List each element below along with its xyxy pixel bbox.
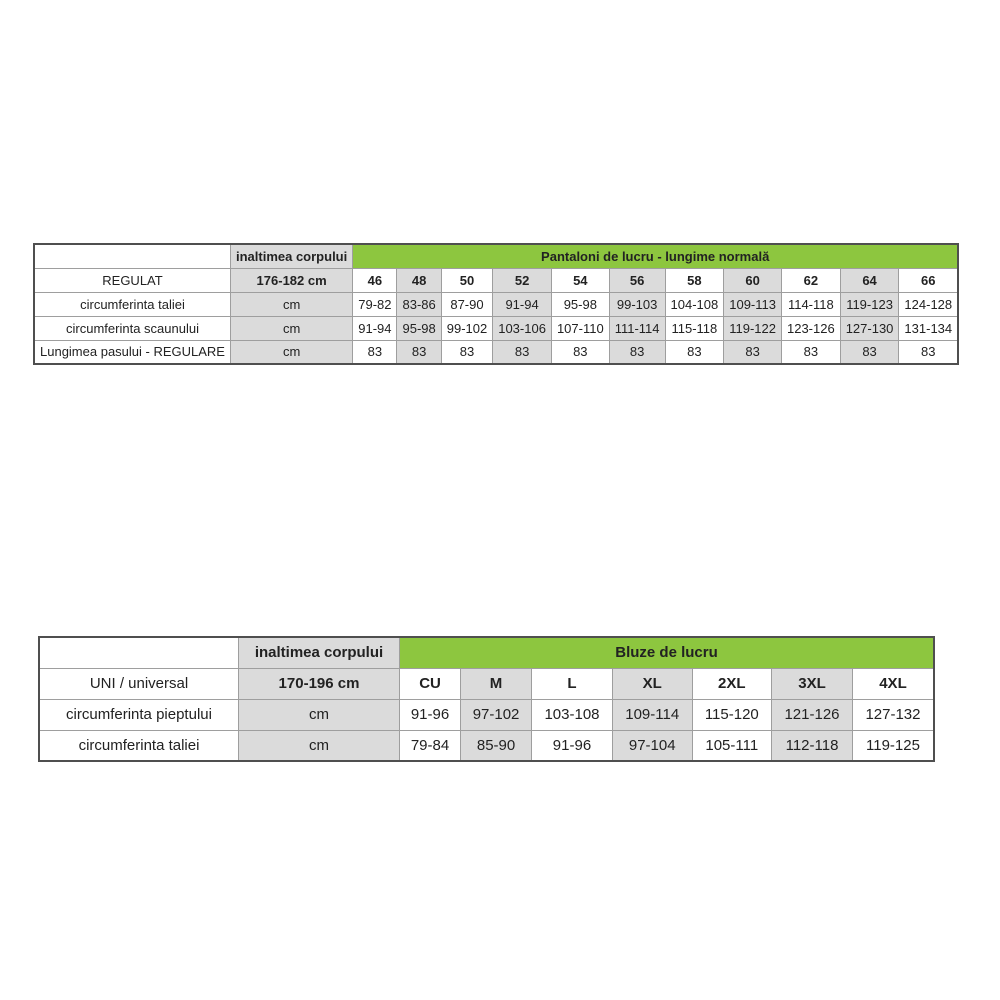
size-header-cell: XL xyxy=(612,668,692,699)
size-row xyxy=(34,268,958,292)
value-cell: 104-108 xyxy=(665,292,724,316)
value-cell: 109-113 xyxy=(724,292,782,316)
value-cell: 79-84 xyxy=(400,730,461,761)
size-header-cell: 50 xyxy=(441,268,492,292)
value-cell: 91-96 xyxy=(532,730,613,761)
table-row xyxy=(34,340,958,364)
row-label-cell: circumferinta taliei xyxy=(39,730,239,761)
header-row xyxy=(34,244,958,268)
value-cell: 91-94 xyxy=(493,292,552,316)
value-cell: 119-122 xyxy=(724,316,782,340)
size-header-cell: M xyxy=(461,668,532,699)
value-cell: 91-94 xyxy=(353,316,397,340)
size-row-label: UNI / universal xyxy=(39,668,239,699)
value-cell: 97-102 xyxy=(461,699,532,730)
size-header-cell: 3XL xyxy=(772,668,853,699)
value-cell: 119-123 xyxy=(840,292,899,316)
value-cell: 105-111 xyxy=(692,730,772,761)
blouses-size-table xyxy=(38,636,935,762)
size-header-cell: 60 xyxy=(724,268,782,292)
size-header-cell: 2XL xyxy=(692,668,772,699)
value-cell: 79-82 xyxy=(353,292,397,316)
height-value-cell: 176-182 cm xyxy=(230,268,352,292)
value-cell: 83 xyxy=(397,340,441,364)
pants-size-table xyxy=(33,243,959,365)
value-cell: 83 xyxy=(551,340,609,364)
size-header-cell: 4XL xyxy=(852,668,934,699)
table-row xyxy=(39,699,934,730)
value-cell: 83 xyxy=(665,340,724,364)
value-cell: 119-125 xyxy=(852,730,934,761)
value-cell: 112-118 xyxy=(772,730,853,761)
unit-cell: cm xyxy=(230,292,352,316)
value-cell: 99-102 xyxy=(441,316,492,340)
value-cell: 103-108 xyxy=(532,699,613,730)
value-cell: 121-126 xyxy=(772,699,853,730)
size-header-cell: 54 xyxy=(551,268,609,292)
size-header-cell: 52 xyxy=(493,268,552,292)
value-cell: 124-128 xyxy=(899,292,958,316)
value-cell: 83 xyxy=(353,340,397,364)
size-header-cell: 64 xyxy=(840,268,899,292)
unit-cell: cm xyxy=(230,340,352,364)
table-row xyxy=(34,292,958,316)
row-label-cell: Lungimea pasului - REGULARE xyxy=(34,340,230,364)
corner-cell xyxy=(34,244,230,268)
size-header-cell: 58 xyxy=(665,268,724,292)
value-cell: 83 xyxy=(724,340,782,364)
header-row xyxy=(39,637,934,668)
value-cell: 99-103 xyxy=(609,292,665,316)
unit-cell: cm xyxy=(239,699,400,730)
value-cell: 85-90 xyxy=(461,730,532,761)
height-value-cell: 170-196 cm xyxy=(239,668,400,699)
value-cell: 83 xyxy=(609,340,665,364)
value-cell: 83 xyxy=(781,340,840,364)
size-header-cell: 56 xyxy=(609,268,665,292)
value-cell: 83 xyxy=(899,340,958,364)
table-row xyxy=(34,316,958,340)
unit-cell: cm xyxy=(230,316,352,340)
row-label-cell: circumferinta scaunului xyxy=(34,316,230,340)
value-cell: 83 xyxy=(441,340,492,364)
table-title-cell: Pantaloni de lucru - lungime normală xyxy=(353,244,958,268)
value-cell: 103-106 xyxy=(493,316,552,340)
value-cell: 123-126 xyxy=(781,316,840,340)
value-cell: 131-134 xyxy=(899,316,958,340)
value-cell: 127-132 xyxy=(852,699,934,730)
size-header-cell: 66 xyxy=(899,268,958,292)
value-cell: 87-90 xyxy=(441,292,492,316)
value-cell: 111-114 xyxy=(609,316,665,340)
value-cell: 109-114 xyxy=(612,699,692,730)
size-header-cell: 48 xyxy=(397,268,441,292)
value-cell: 95-98 xyxy=(397,316,441,340)
value-cell: 107-110 xyxy=(551,316,609,340)
value-cell: 114-118 xyxy=(781,292,840,316)
table-row xyxy=(39,730,934,761)
unit-cell: cm xyxy=(239,730,400,761)
value-cell: 97-104 xyxy=(612,730,692,761)
height-column-header: inaltimea corpului xyxy=(230,244,352,268)
value-cell: 83 xyxy=(840,340,899,364)
size-header-cell: 46 xyxy=(353,268,397,292)
corner-cell xyxy=(39,637,239,668)
value-cell: 127-130 xyxy=(840,316,899,340)
row-label-cell: circumferinta pieptului xyxy=(39,699,239,730)
size-header-cell: CU xyxy=(400,668,461,699)
value-cell: 83-86 xyxy=(397,292,441,316)
value-cell: 95-98 xyxy=(551,292,609,316)
size-header-cell: 62 xyxy=(781,268,840,292)
table-title-cell: Bluze de lucru xyxy=(400,637,935,668)
size-header-cell: L xyxy=(532,668,613,699)
value-cell: 115-118 xyxy=(665,316,724,340)
row-label-cell: circumferinta taliei xyxy=(34,292,230,316)
value-cell: 91-96 xyxy=(400,699,461,730)
size-row xyxy=(39,668,934,699)
value-cell: 115-120 xyxy=(692,699,772,730)
size-row-label: REGULAT xyxy=(34,268,230,292)
height-column-header: inaltimea corpului xyxy=(239,637,400,668)
value-cell: 83 xyxy=(493,340,552,364)
